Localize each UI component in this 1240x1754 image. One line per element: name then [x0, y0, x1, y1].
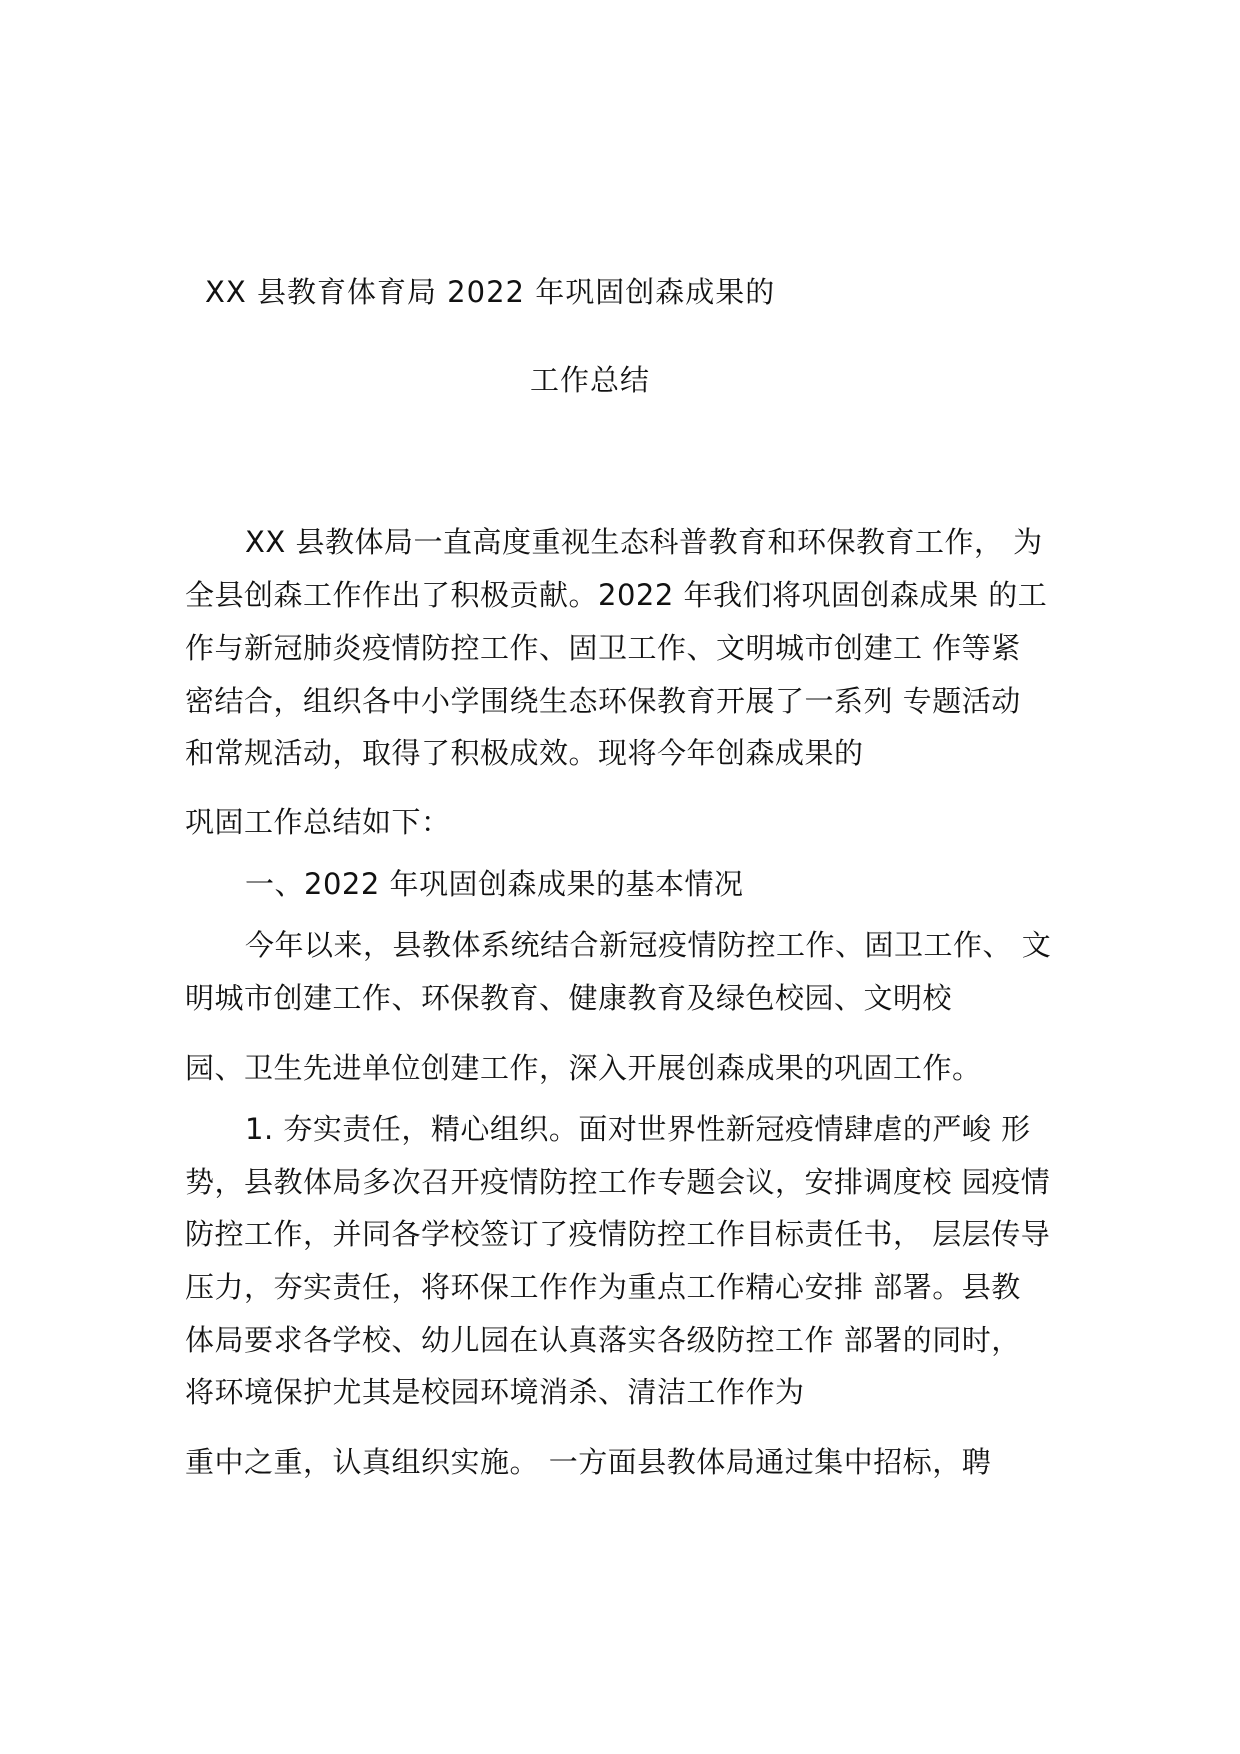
paragraph-line: 巩固工作总结如下： [185, 805, 451, 839]
paragraph-line: 将环境保护尤其是校园环境消杀、清洁工作作为 [185, 1375, 805, 1409]
paragraph-line: 重中之重，认真组织实施。 一方面县教体局通过集中招标，聘 [185, 1445, 992, 1479]
paragraph-line: XX 县教体局一直高度重视生态科普教育和环保教育工作， 为 [245, 525, 1043, 559]
paragraph-line: 防控工作，并同各学校签订了疫情防控工作目标责任书， 层层传导 [185, 1217, 1051, 1251]
document-title-line-1: XX 县教育体育局 2022 年巩固创森成果的 [205, 275, 776, 309]
paragraph-line: 体局要求各学校、幼儿园在认真落实各级防控工作 部署的同时， [185, 1323, 1021, 1357]
paragraph-line: 密结合，组织各中小学围绕生态环保教育开展了一系列 专题活动 [185, 684, 1021, 718]
paragraph-line: 和常规活动，取得了积极成效。现将今年创森成果的 [185, 736, 864, 770]
paragraph-line: 压力，夯实责任，将环保工作作为重点工作精心安排 部署。县教 [185, 1270, 1021, 1304]
paragraph-line: 势，县教体局多次召开疫情防控工作专题会议，安排调度校 园疫情 [185, 1165, 1051, 1199]
paragraph-line: 明城市创建工作、环保教育、健康教育及绿色校园、文明校 [185, 981, 953, 1015]
paragraph-line: 1. 夯实责任，精心组织。面对世界性新冠疫情肆虐的严峻 形 [245, 1112, 1031, 1146]
paragraph-line: 园、卫生先进单位创建工作，深入开展创森成果的巩固工作。 [185, 1051, 982, 1085]
paragraph-line: 作与新冠肺炎疫情防控工作、固卫工作、文明城市创建工 作等紧 [185, 631, 1021, 665]
section-heading: 一、2022 年巩固创森成果的基本情况 [245, 867, 744, 901]
paragraph-line: 今年以来，县教体系统结合新冠疫情防控工作、固卫工作、 文 [245, 928, 1052, 962]
paragraph-line: 全县创森工作作出了积极贡献。2022 年我们将巩固创森成果 的工 [185, 578, 1048, 612]
document-title-line-2: 工作总结 [530, 363, 651, 397]
